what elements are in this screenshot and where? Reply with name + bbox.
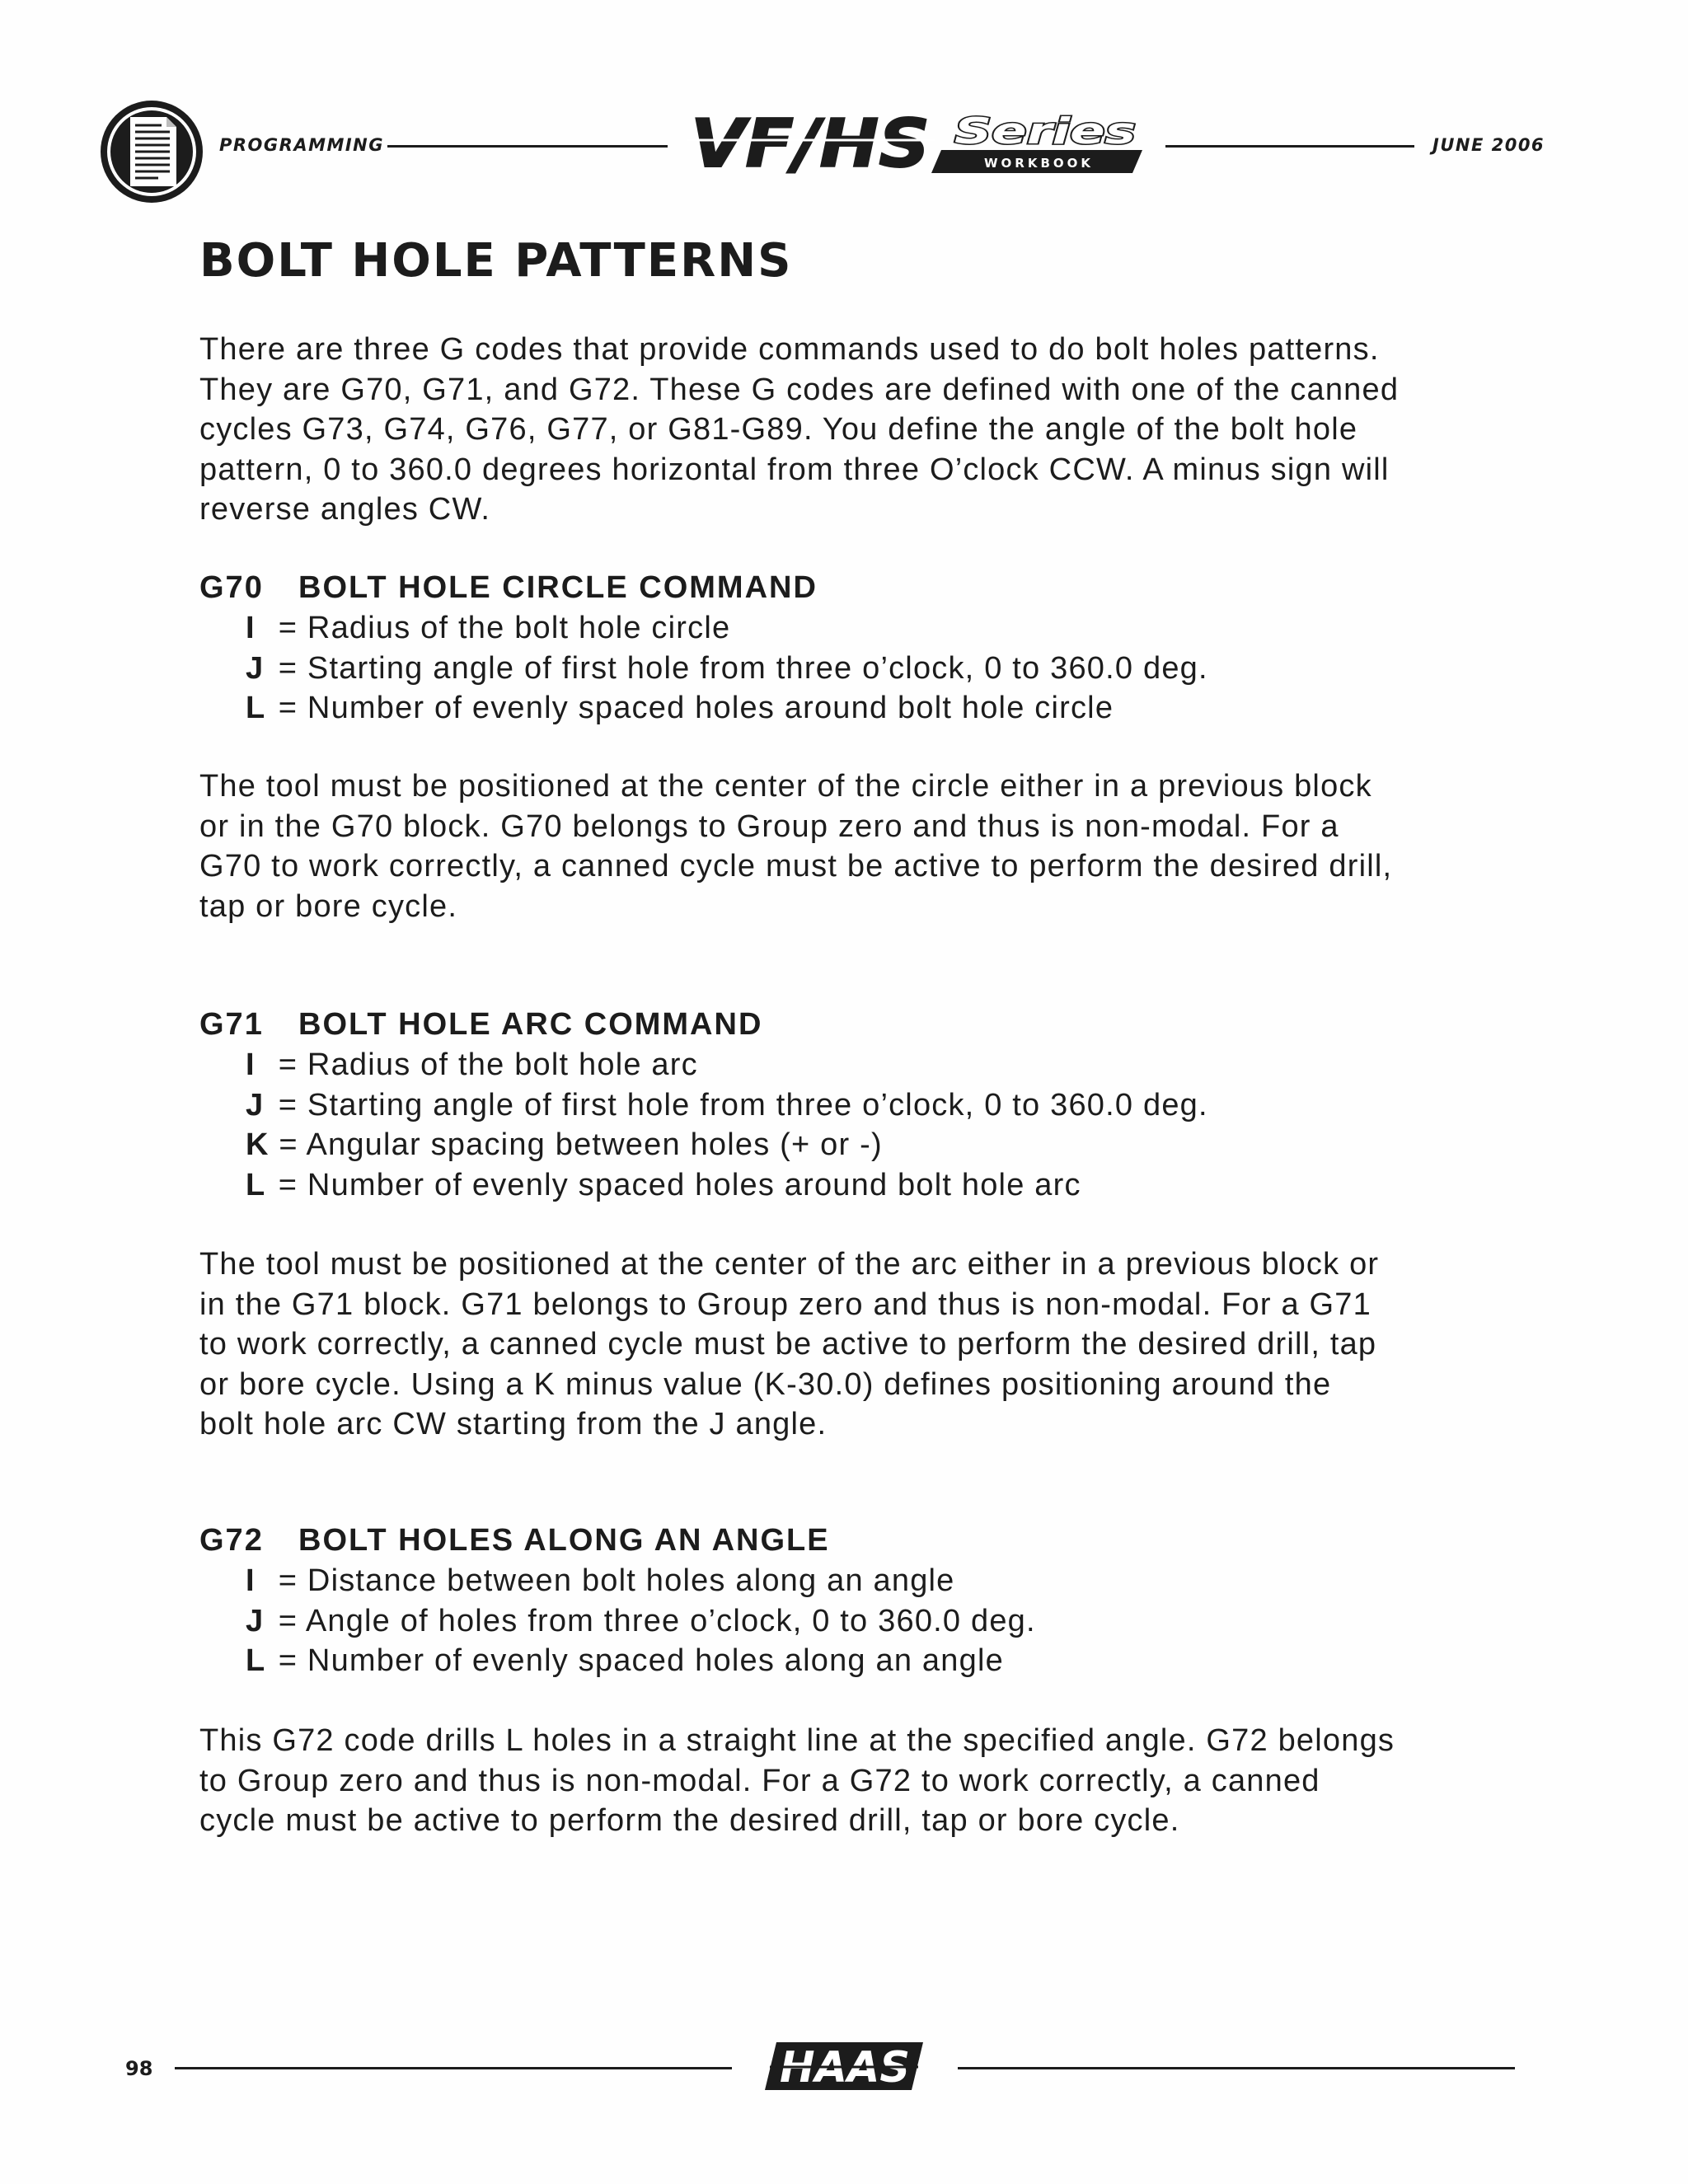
page-number: 98 (125, 2057, 153, 2080)
intro-line: pattern, 0 to 360.0 degrees horizontal from three O’clock CCW. A minus sign will (199, 452, 1390, 487)
param-letter: I (246, 1563, 256, 1598)
description-line: to Group zero and thus is non-modal. For a G72 to work correctly, a canned (199, 1763, 1320, 1798)
param-text: Angle of holes from three o’clock, 0 to 360.0 deg. (305, 1603, 1036, 1638)
param-letter: I (246, 611, 256, 645)
param-item (246, 608, 1208, 649)
header-rule-left (387, 145, 668, 148)
param-text: Number of evenly spaced holes around bolt hole circle (307, 691, 1114, 725)
param-text: Number of evenly spaced holes along an angle (307, 1643, 1004, 1678)
param-item (246, 1085, 1208, 1126)
param-item (246, 688, 1208, 729)
param-separator: = (269, 1563, 307, 1598)
g71-description (199, 1244, 1518, 1445)
footer-rule-right (958, 2067, 1515, 2069)
g70-name: BOLT HOLE CIRCLE COMMAND (298, 570, 818, 605)
footer-rule-left (175, 2067, 732, 2069)
header-date: JUNE 2006 (1432, 135, 1545, 155)
param-item (246, 1641, 1036, 1681)
param-text: Starting angle of first hole from three o’clock, 0 to 360.0 deg. (307, 1087, 1208, 1122)
param-separator: = (269, 1047, 307, 1082)
g70-code: G70 (199, 570, 264, 605)
param-letter: J (246, 650, 265, 686)
intro-line: There are three G codes that provide commands used to do bolt holes patterns. (199, 332, 1380, 367)
param-text: Number of evenly spaced holes around bolt hole arc (307, 1167, 1081, 1202)
g72-code: G72 (199, 1523, 264, 1558)
g72-name: BOLT HOLES ALONG AN ANGLE (298, 1523, 830, 1558)
param-item (246, 1561, 1036, 1601)
param-text: Angular spacing between holes (+ or -) (306, 1127, 883, 1162)
param-letter: J (246, 1087, 265, 1122)
param-text: Starting angle of first hole from three o’clock, 0 to 360.0 deg. (307, 650, 1208, 686)
param-item (246, 1125, 1208, 1165)
g71-heading (199, 1007, 762, 1043)
vf-hs-series-logo (687, 107, 1149, 176)
g71-name: BOLT HOLE ARC COMMAND (298, 1007, 763, 1042)
g71-param-list (246, 1045, 1208, 1205)
g70-heading (199, 570, 818, 606)
description-line: or bore cycle. Using a K minus value (K-30.0) defines positioning around the (199, 1366, 1332, 1402)
param-item (246, 649, 1208, 689)
param-separator: = (269, 1603, 306, 1638)
param-item (246, 1601, 1036, 1642)
logo-text: HAAS (780, 2043, 910, 2093)
description-line: to work correctly, a canned cycle must be active to perform the desired drill, tap (199, 1327, 1377, 1361)
description-line: G70 to work correctly, a canned cycle must be active to perform the desired drill, (199, 849, 1393, 883)
header-rule-right (1165, 145, 1414, 148)
param-item (246, 1045, 1208, 1085)
param-letter: L (246, 1643, 266, 1678)
logo-series: Series (954, 110, 1136, 152)
intro-line: reverse angles CW. (199, 492, 491, 527)
g70-param-list (246, 608, 1208, 729)
intro-line: cycles G73, G74, G76, G77, or G81-G89. You define the angle of the bolt hole (199, 412, 1358, 447)
logo-text: VF/HS (691, 107, 930, 176)
description-line: This G72 code drills L holes in a straight line at the specified angle. G72 belongs (199, 1723, 1395, 1758)
g70-description (199, 766, 1518, 926)
param-item (246, 1165, 1208, 1206)
description-line: The tool must be positioned at the center of the circle either in a previous block (199, 769, 1372, 804)
document-icon (97, 97, 206, 206)
param-text: Radius of the bolt hole circle (307, 611, 731, 645)
description-line: cycle must be active to perform the desired drill, tap or bore cycle. (199, 1803, 1180, 1838)
param-letter: J (246, 1603, 265, 1638)
param-separator: = (269, 1167, 307, 1202)
param-separator: = (269, 1087, 307, 1122)
param-letter: L (246, 691, 266, 725)
g72-description (199, 1721, 1518, 1841)
description-line: The tool must be positioned at the center of the arc either in a previous block or (199, 1247, 1380, 1282)
page-title: BOLT HOLE PATTERNS (199, 234, 793, 288)
description-line: in the G71 block. G71 belongs to Group zero and thus is non-modal. For a G71 (199, 1286, 1372, 1322)
param-separator: = (269, 611, 307, 645)
param-letter: K (246, 1127, 270, 1162)
intro-paragraph (199, 330, 1518, 530)
g71-code: G71 (199, 1007, 264, 1042)
logo-workbook: WORKBOOK (984, 156, 1095, 171)
description-line: tap or bore cycle. (199, 888, 458, 924)
haas-logo (765, 2039, 923, 2093)
param-separator: = (269, 691, 307, 725)
description-line: or in the G70 block. G70 belongs to Group zero and thus is non-modal. For a (199, 808, 1339, 844)
param-text: Radius of the bolt hole arc (307, 1047, 698, 1082)
g72-heading (199, 1523, 830, 1558)
param-letter: L (246, 1167, 266, 1202)
description-line: bolt hole arc CW starting from the J angle. (199, 1407, 828, 1441)
section-label: PROGRAMMING (219, 135, 384, 155)
param-letter: I (246, 1047, 256, 1082)
param-text: Distance between bolt holes along an angle (307, 1563, 955, 1598)
param-separator: = (269, 650, 307, 686)
param-separator: = (269, 1127, 307, 1162)
intro-line: They are G70, G71, and G72. These G codes are defined with one of the canned (199, 372, 1400, 407)
param-separator: = (269, 1643, 307, 1678)
g72-param-list (246, 1561, 1036, 1681)
